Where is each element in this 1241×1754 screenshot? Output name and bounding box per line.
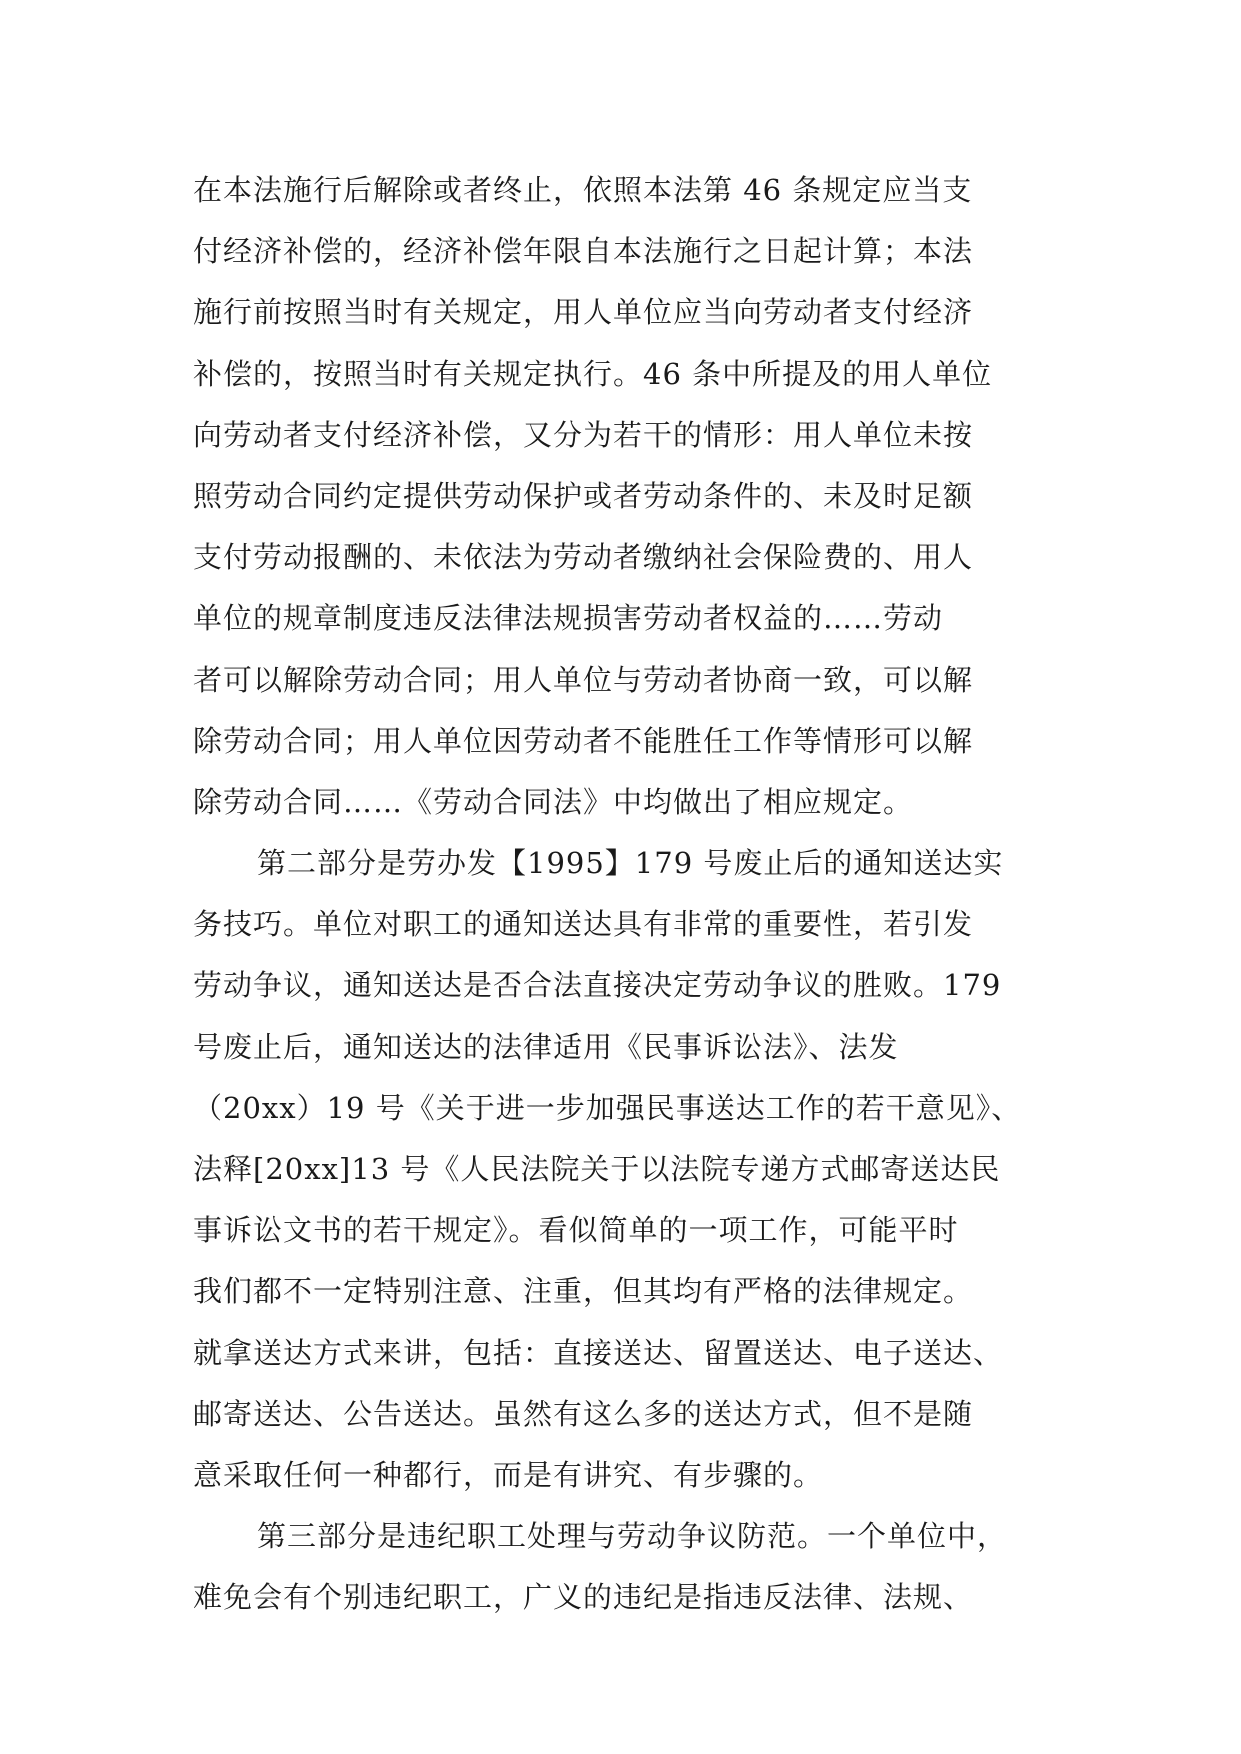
text-line: 难免会有个别违纪职工，广义的违纪是指违反法律、法规、 — [193, 1580, 974, 1615]
text-line: 施行前按照当时有关规定，用人单位应当向劳动者支付经济 — [193, 295, 974, 330]
text-line: 事诉讼文书的若干规定》。看似简单的一项工作，可能平时 — [193, 1213, 959, 1248]
paragraph-start-line: 第二部分是劳办发【1995】179 号废止后的通知送达实 — [257, 846, 1004, 881]
text-line: 付经济补偿的，经济补偿年限自本法施行之日起计算；本法 — [193, 234, 974, 269]
paragraph-start-line: 第三部分是违纪职工处理与劳动争议防范。一个单位中， — [257, 1519, 1008, 1554]
text-line: 在本法施行后解除或者终止，依照本法第 46 条规定应当支 — [193, 173, 973, 207]
text-line: 号废止后，通知送达的法律适用《民事诉讼法》、法发 — [193, 1029, 899, 1064]
text-line: 邮寄送达、公告送达。虽然有这么多的送达方式，但不是随 — [193, 1396, 974, 1431]
text-line: 我们都不一定特别注意、注重，但其均有严格的法律规定。 — [193, 1274, 974, 1309]
text-line: 除劳动合同；用人单位因劳动者不能胜任工作等情形可以解 — [193, 723, 974, 758]
text-line: 劳动争议，通知送达是否合法直接决定劳动争议的胜败。179 — [193, 968, 1002, 1003]
text-line: 照劳动合同约定提供劳动保护或者劳动条件的、未及时足额 — [193, 478, 974, 513]
text-line: （20xx）19 号《关于进一步加强民事送达工作的若干意见》、 — [193, 1090, 1022, 1125]
text-line: 单位的规章制度违反法律法规损害劳动者权益的……劳动 — [193, 601, 944, 636]
text-line: 支付劳动报酬的、未依法为劳动者缴纳社会保险费的、用人 — [193, 540, 974, 575]
text-line: 除劳动合同……《劳动合同法》中均做出了相应规定。 — [193, 784, 914, 819]
document-body — [193, 160, 1063, 1629]
text-line: 补偿的，按照当时有关规定执行。46 条中所提及的用人单位 — [193, 356, 993, 391]
text-line: 法释[20xx]13 号《人民法院关于以法院专递方式邮寄送达民 — [193, 1152, 1001, 1186]
text-line: 者可以解除劳动合同；用人单位与劳动者协商一致，可以解 — [193, 662, 974, 697]
text-line: 向劳动者支付经济补偿，又分为若干的情形：用人单位未按 — [193, 417, 974, 452]
text-line: 就拿送达方式来讲，包括：直接送达、留置送达、电子送达、 — [193, 1335, 1004, 1370]
text-line: 务技巧。单位对职工的通知送达具有非常的重要性，若引发 — [193, 907, 974, 942]
text-line: 意采取任何一种都行，而是有讲究、有步骤的。 — [193, 1457, 824, 1492]
